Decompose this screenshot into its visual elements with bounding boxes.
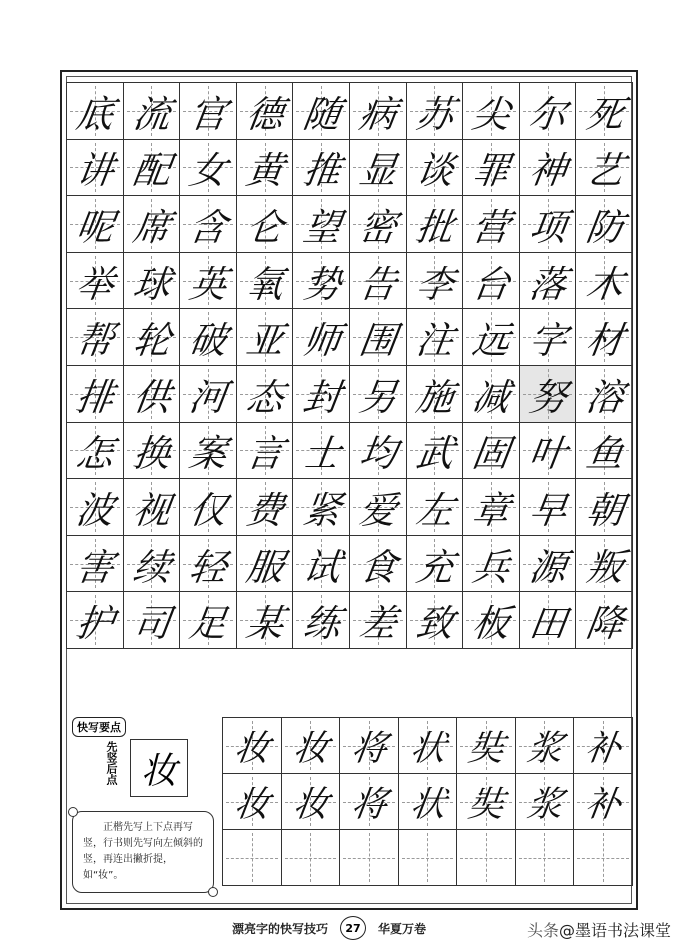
grid-cell — [576, 479, 633, 536]
grid-cell — [407, 479, 464, 536]
grid-cell — [520, 253, 577, 310]
grid-cell — [463, 366, 520, 423]
grid-cell — [576, 196, 633, 253]
grid-cell — [124, 253, 181, 310]
grid-char: 源 — [526, 545, 568, 589]
grid-char: 试 — [300, 545, 342, 589]
grid-cell — [124, 592, 181, 649]
grid-cell — [293, 83, 350, 140]
grid-cell — [350, 196, 407, 253]
grid-char: 封 — [300, 375, 342, 419]
grid-cell — [463, 536, 520, 593]
grid-char: 充 — [413, 545, 455, 589]
grid-cell — [520, 196, 577, 253]
grid-cell — [576, 423, 633, 480]
grid-char: 鱼 — [583, 432, 625, 476]
grid-char: 死 — [583, 92, 625, 136]
grid-char: 练 — [300, 602, 342, 646]
grid-char: 批 — [413, 205, 455, 249]
grid-char: 换 — [130, 432, 172, 476]
grid-cell — [237, 83, 294, 140]
grid-char: 足 — [186, 602, 229, 646]
grid-cell — [237, 592, 294, 649]
practice-cell — [516, 718, 575, 774]
grid-cell — [350, 140, 407, 197]
grid-cell — [350, 253, 407, 310]
grid-cell — [124, 196, 181, 253]
grid-cell — [350, 479, 407, 536]
grid-cell — [350, 592, 407, 649]
grid-char: 河 — [186, 375, 229, 419]
footer-title: 漂亮字的快写技巧 — [232, 922, 329, 936]
grid-cell — [237, 309, 294, 366]
grid-cell — [407, 423, 464, 480]
grid-char: 尔 — [526, 92, 568, 136]
grid-cell — [576, 140, 633, 197]
grid-char: 怎 — [73, 432, 115, 476]
grid-cell — [463, 423, 520, 480]
grid-char: 女 — [186, 149, 229, 193]
grid-char: 护 — [73, 602, 115, 646]
grid-cell — [576, 83, 633, 140]
tips-side-text: 先竖后点 — [105, 741, 118, 785]
grid-char: 左 — [413, 488, 455, 532]
practice-char: 浆 — [524, 728, 564, 769]
page-number: 27 — [340, 916, 366, 940]
grid-cell — [576, 309, 633, 366]
grid-char: 早 — [526, 488, 568, 532]
practice-cell — [340, 830, 399, 886]
grid-char: 师 — [300, 319, 342, 363]
grid-cell — [180, 423, 237, 480]
grid-char: 轮 — [130, 319, 172, 363]
grid-char: 仑 — [243, 205, 285, 249]
grid-cell — [407, 366, 464, 423]
grid-char: 食 — [356, 545, 398, 589]
grid-cell — [293, 423, 350, 480]
grid-cell — [180, 253, 237, 310]
grid-cell — [237, 479, 294, 536]
grid-char: 含 — [186, 205, 229, 249]
practice-cell — [340, 718, 399, 774]
grid-char: 士 — [300, 432, 342, 476]
grid-cell — [180, 366, 237, 423]
grid-char: 言 — [243, 432, 285, 476]
practice-cell — [399, 718, 458, 774]
watermark — [527, 918, 671, 941]
grid-cell — [237, 366, 294, 423]
grid-cell — [237, 536, 294, 593]
tips-note: 正楷先写上下点再写竖，行书则先写向左倾斜的竖，再连出撇折提，如“妆”。 — [72, 811, 214, 893]
grid-char: 氧 — [243, 262, 285, 306]
grid-char: 服 — [243, 545, 285, 589]
grid-char: 围 — [356, 319, 398, 363]
grid-cell — [350, 83, 407, 140]
grid-char: 帮 — [73, 319, 115, 363]
grid-cell — [124, 536, 181, 593]
grid-char: 艺 — [583, 149, 625, 193]
grid-char: 差 — [356, 602, 398, 646]
practice-cell — [399, 774, 458, 830]
practice-char: 将 — [349, 784, 388, 825]
grid-cell — [576, 253, 633, 310]
grid-char: 远 — [469, 319, 511, 363]
grid-char: 席 — [130, 205, 172, 249]
grid-cell — [180, 309, 237, 366]
tips-panel — [66, 715, 222, 900]
grid-cell — [576, 592, 633, 649]
grid-cell — [576, 366, 633, 423]
grid-char: 项 — [526, 205, 568, 249]
grid-char: 叛 — [583, 545, 625, 589]
grid-cell — [350, 536, 407, 593]
grid-cell — [67, 366, 124, 423]
footer-publisher: 华夏万卷 — [378, 922, 427, 936]
practice-char: 妆 — [232, 784, 271, 825]
grid-cell — [180, 536, 237, 593]
grid-char: 紧 — [300, 488, 342, 532]
grid-cell — [520, 536, 577, 593]
grid-cell — [520, 366, 577, 423]
watermark-name: @墨语书法课堂 — [558, 921, 671, 940]
grid-cell — [520, 83, 577, 140]
grid-char: 案 — [186, 432, 229, 476]
grid-cell — [463, 592, 520, 649]
grid-char: 德 — [243, 92, 285, 136]
grid-cell — [520, 140, 577, 197]
practice-cell — [457, 774, 516, 830]
grid-cell — [463, 83, 520, 140]
grid-char: 排 — [73, 375, 115, 419]
grid-char: 推 — [300, 149, 342, 193]
practice-cell — [516, 774, 575, 830]
grid-char: 司 — [130, 602, 172, 646]
grid-char: 李 — [413, 262, 455, 306]
grid-cell — [67, 423, 124, 480]
grid-cell — [350, 366, 407, 423]
grid-cell — [520, 309, 577, 366]
grid-char: 台 — [469, 262, 511, 306]
grid-char: 官 — [186, 92, 229, 136]
grid-char: 流 — [130, 92, 172, 136]
grid-cell — [237, 253, 294, 310]
practice-char: 妆 — [232, 728, 271, 769]
grid-char: 态 — [243, 375, 285, 419]
tips-example-char: 妆 — [130, 739, 188, 797]
grid-char: 章 — [469, 488, 511, 532]
grid-char: 落 — [526, 262, 568, 306]
grid-char: 施 — [413, 375, 455, 419]
grid-cell — [124, 423, 181, 480]
practice-char: 奘 — [466, 784, 505, 825]
practice-char: 将 — [349, 728, 388, 769]
grid-cell — [237, 140, 294, 197]
practice-cell — [399, 830, 458, 886]
grid-char: 神 — [526, 149, 568, 193]
grid-char: 均 — [356, 432, 398, 476]
grid-cell — [463, 140, 520, 197]
grid-char: 轻 — [186, 545, 229, 589]
grid-char: 仅 — [186, 488, 229, 532]
grid-char: 英 — [186, 262, 229, 306]
practice-grid — [222, 717, 633, 886]
grid-char: 告 — [356, 262, 398, 306]
grid-cell — [407, 196, 464, 253]
grid-cell — [237, 423, 294, 480]
practice-cell — [457, 830, 516, 886]
grid-cell — [463, 479, 520, 536]
grid-cell — [124, 366, 181, 423]
tips-label: 快写要点 — [72, 717, 126, 737]
practice-cell — [282, 830, 341, 886]
grid-cell — [124, 83, 181, 140]
grid-char: 显 — [356, 149, 398, 193]
grid-char: 营 — [469, 205, 511, 249]
grid-char: 呢 — [73, 205, 115, 249]
grid-cell — [67, 479, 124, 536]
grid-cell — [407, 592, 464, 649]
grid-cell — [293, 592, 350, 649]
grid-cell — [407, 140, 464, 197]
practice-cell — [516, 830, 575, 886]
grid-cell — [67, 140, 124, 197]
grid-char: 防 — [583, 205, 625, 249]
grid-char: 续 — [130, 545, 172, 589]
grid-cell — [67, 592, 124, 649]
practice-char: 状 — [407, 784, 447, 825]
grid-cell — [67, 536, 124, 593]
practice-char: 浆 — [524, 784, 564, 825]
practice-cell — [574, 718, 633, 774]
character-grid — [66, 82, 633, 649]
grid-cell — [576, 536, 633, 593]
practice-cell — [282, 774, 341, 830]
grid-char: 降 — [583, 602, 625, 646]
grid-cell — [293, 309, 350, 366]
grid-char: 球 — [130, 262, 172, 306]
grid-cell — [463, 253, 520, 310]
practice-cell — [223, 774, 282, 830]
grid-char: 视 — [130, 488, 172, 532]
grid-cell — [520, 479, 577, 536]
grid-cell — [67, 83, 124, 140]
practice-char: 补 — [583, 784, 622, 825]
grid-cell — [67, 309, 124, 366]
grid-char: 尖 — [469, 92, 511, 136]
practice-cell — [340, 774, 399, 830]
grid-char: 亚 — [243, 319, 285, 363]
grid-char: 字 — [526, 319, 568, 363]
grid-char: 减 — [469, 375, 511, 419]
grid-cell — [407, 253, 464, 310]
grid-cell — [124, 479, 181, 536]
grid-cell — [293, 196, 350, 253]
grid-cell — [293, 479, 350, 536]
grid-char: 罪 — [469, 149, 511, 193]
grid-char: 供 — [130, 375, 172, 419]
grid-char: 溶 — [583, 375, 625, 419]
grid-char: 爱 — [356, 488, 398, 532]
grid-cell — [180, 196, 237, 253]
grid-cell — [293, 140, 350, 197]
grid-cell — [463, 196, 520, 253]
practice-char: 补 — [583, 728, 622, 769]
grid-cell — [293, 253, 350, 310]
grid-cell — [350, 309, 407, 366]
practice-cell — [574, 774, 633, 830]
grid-char: 兵 — [469, 545, 511, 589]
grid-char: 望 — [300, 205, 342, 249]
grid-char: 固 — [469, 432, 511, 476]
grid-char: 势 — [300, 262, 342, 306]
grid-cell — [180, 83, 237, 140]
grid-cell — [180, 140, 237, 197]
grid-char: 害 — [73, 545, 115, 589]
grid-cell — [124, 309, 181, 366]
grid-char: 田 — [526, 602, 568, 646]
grid-char: 密 — [356, 205, 398, 249]
grid-char: 病 — [356, 92, 398, 136]
grid-char: 配 — [130, 149, 172, 193]
grid-char: 武 — [413, 432, 455, 476]
grid-cell — [67, 196, 124, 253]
grid-char: 举 — [73, 262, 115, 306]
watermark-prefix: 头条 — [526, 921, 559, 940]
grid-char: 努 — [526, 375, 568, 419]
grid-char: 波 — [73, 488, 115, 532]
grid-char: 某 — [243, 602, 285, 646]
practice-char: 妆 — [290, 728, 330, 769]
grid-char: 底 — [73, 92, 115, 136]
grid-cell — [463, 309, 520, 366]
grid-char: 费 — [243, 488, 285, 532]
practice-char: 妆 — [290, 784, 330, 825]
grid-char: 谈 — [413, 149, 455, 193]
grid-char: 讲 — [73, 149, 115, 193]
grid-cell — [520, 592, 577, 649]
practice-cell — [574, 830, 633, 886]
grid-cell — [67, 253, 124, 310]
grid-char: 另 — [356, 375, 398, 419]
grid-char: 破 — [186, 319, 229, 363]
grid-char: 随 — [300, 92, 342, 136]
grid-cell — [180, 479, 237, 536]
grid-cell — [520, 423, 577, 480]
grid-char: 材 — [583, 319, 625, 363]
practice-cell — [223, 830, 282, 886]
grid-cell — [124, 140, 181, 197]
grid-cell — [293, 366, 350, 423]
practice-char: 状 — [407, 728, 447, 769]
grid-cell — [237, 196, 294, 253]
grid-cell — [407, 309, 464, 366]
grid-cell — [407, 536, 464, 593]
grid-char: 朝 — [583, 488, 625, 532]
grid-char: 叶 — [526, 432, 568, 476]
grid-char: 黄 — [243, 149, 285, 193]
practice-char: 奘 — [466, 728, 505, 769]
grid-char: 致 — [413, 602, 455, 646]
grid-char: 木 — [583, 262, 625, 306]
grid-char: 苏 — [413, 92, 455, 136]
practice-cell — [282, 718, 341, 774]
grid-char: 板 — [469, 602, 511, 646]
grid-cell — [407, 83, 464, 140]
practice-cell — [223, 718, 282, 774]
practice-cell — [457, 718, 516, 774]
grid-cell — [180, 592, 237, 649]
grid-char: 注 — [413, 319, 455, 363]
grid-cell — [293, 536, 350, 593]
grid-cell — [350, 423, 407, 480]
